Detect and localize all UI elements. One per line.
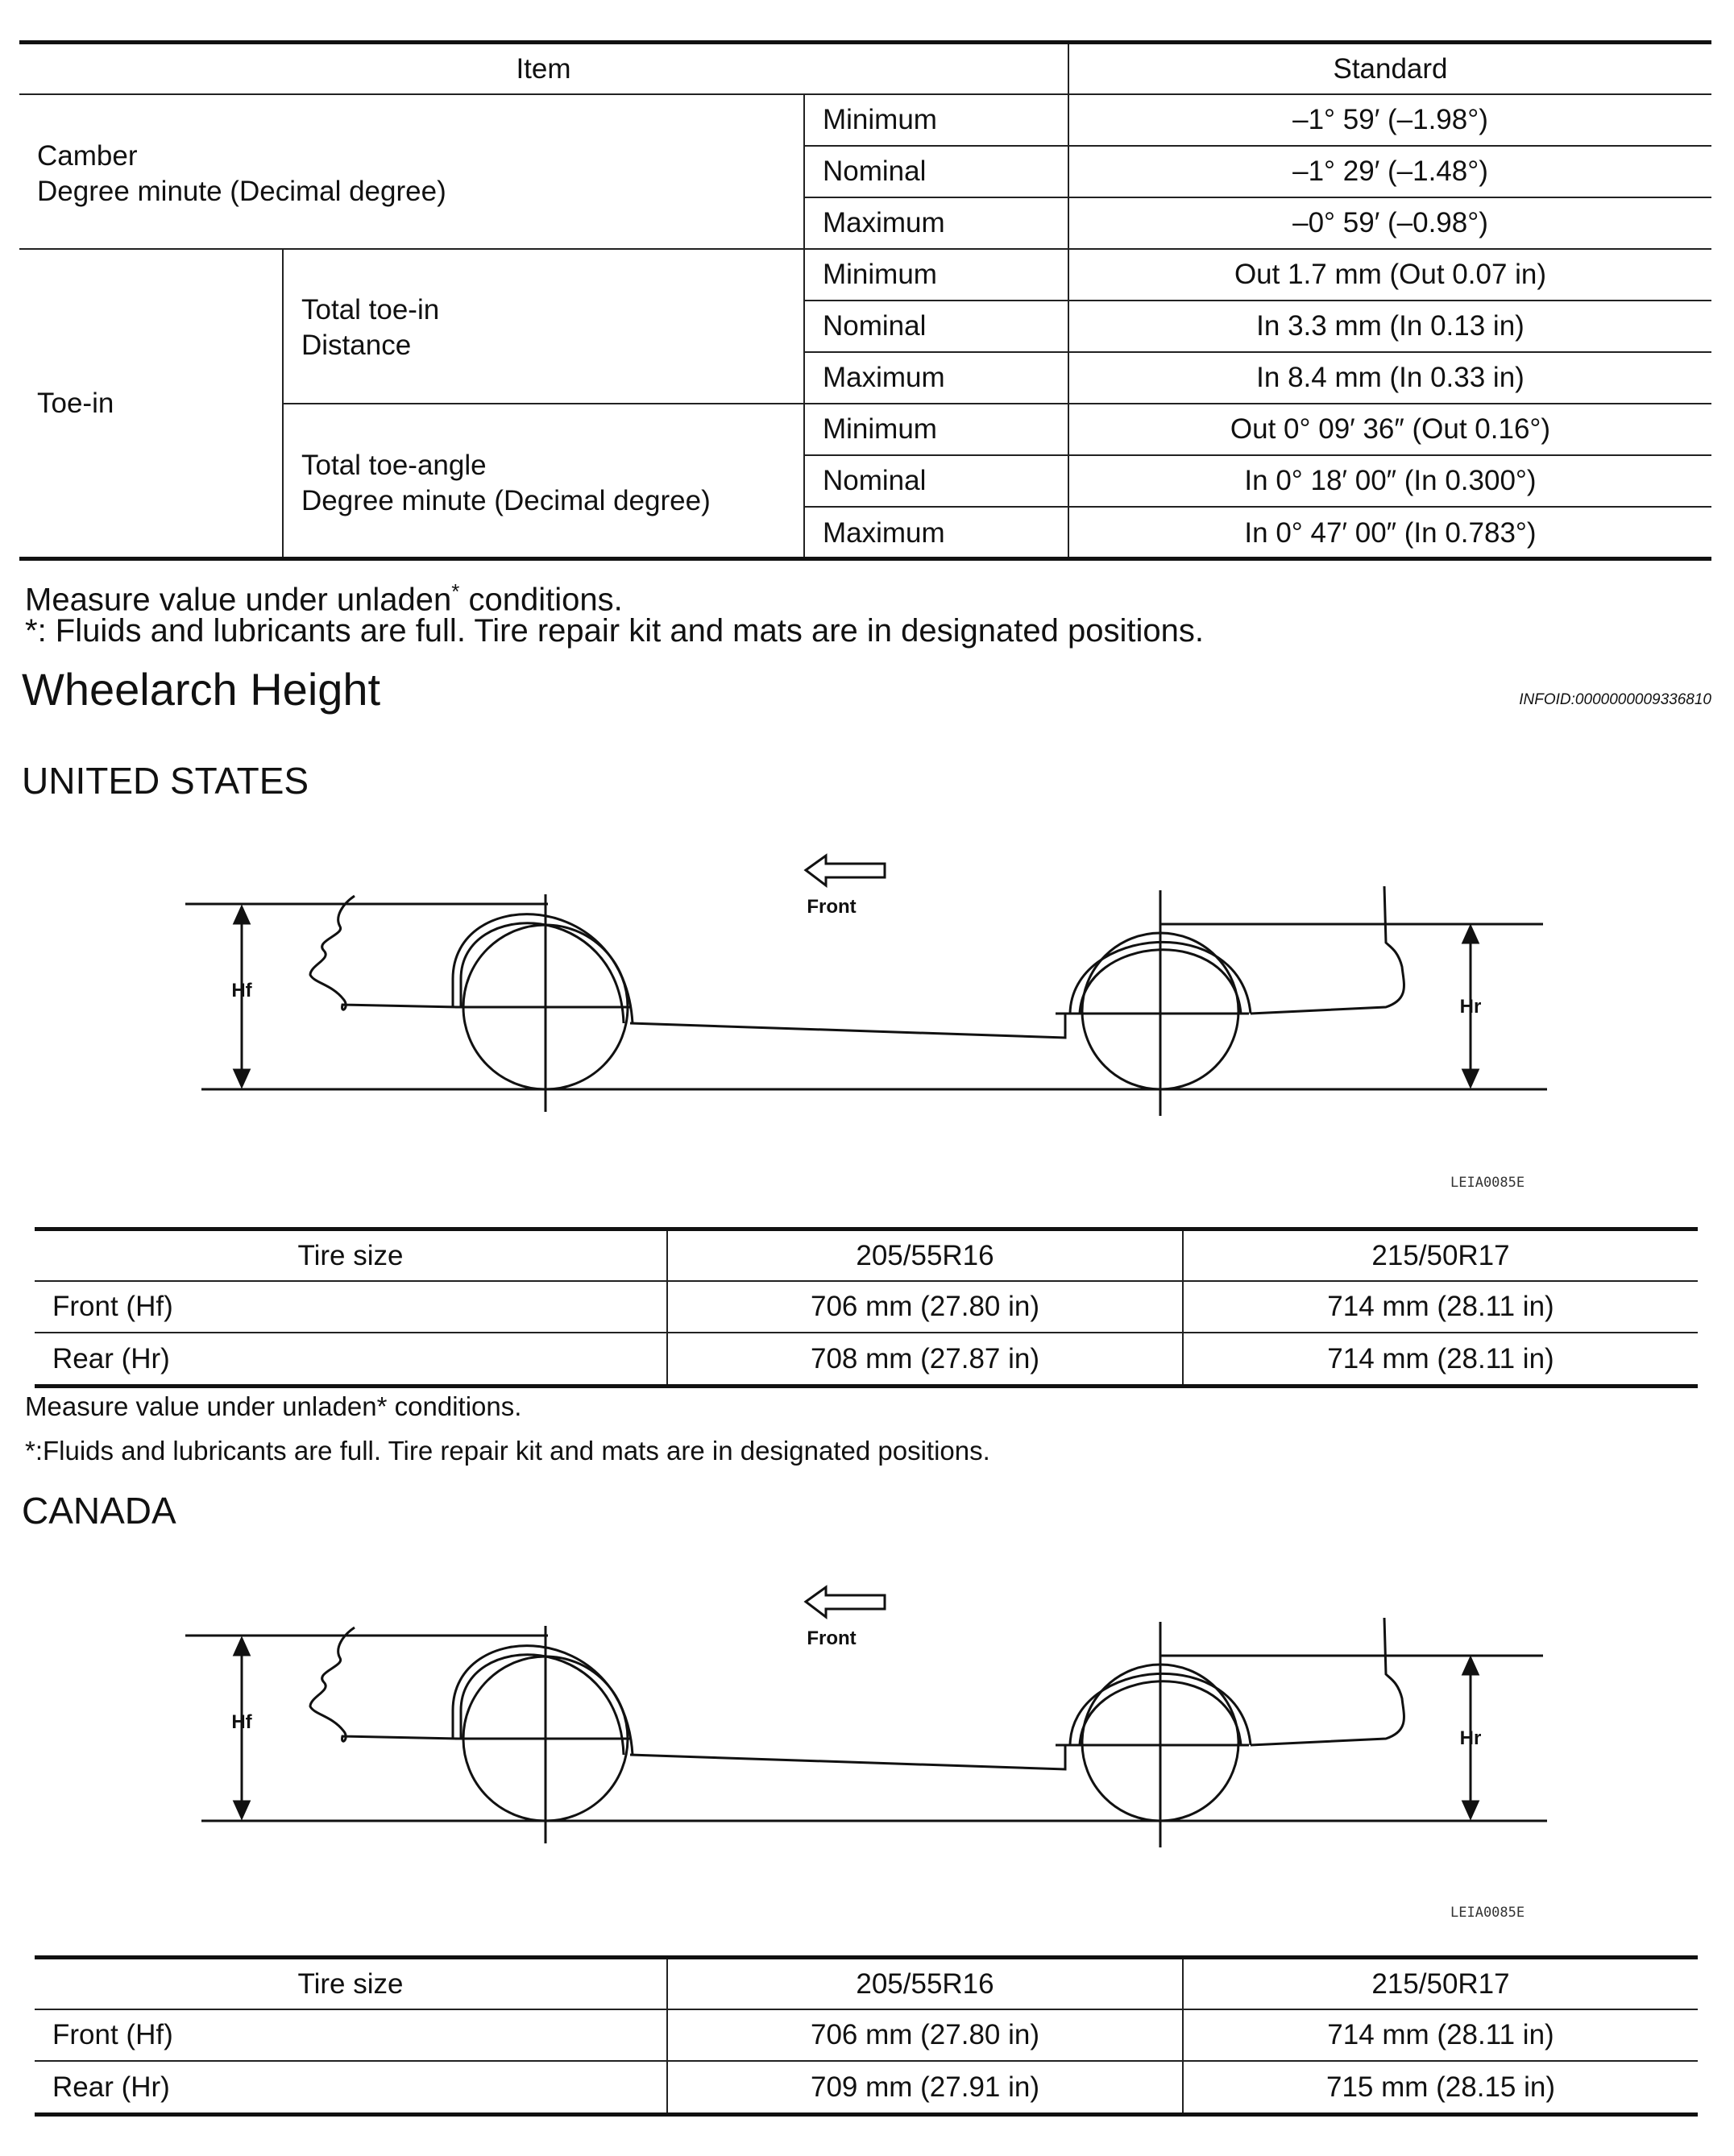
ca-row-rear-val1: 709 mm (27.91 in) bbox=[667, 2061, 1183, 2112]
us-note2: *:Fluids and lubricants are full. Tire repair kit and mats are in designated positions. bbox=[25, 1436, 990, 1466]
body-front-outline bbox=[310, 1627, 458, 1741]
toe-dist-min-level: Minimum bbox=[804, 249, 1068, 301]
ca-row-rear-label: Rear (Hr) bbox=[52, 2071, 170, 2103]
ca-header-size1: 205/55R16 bbox=[667, 1959, 1183, 2009]
ca-row-front-label: Front (Hf) bbox=[35, 2009, 667, 2061]
ca-row-rear-val2: 715 mm (28.15 in) bbox=[1183, 2061, 1698, 2112]
us-row-front-val2: 714 mm (28.11 in) bbox=[1183, 1281, 1698, 1333]
us-wheelarch-table bbox=[35, 1231, 1698, 1384]
us-row-rear-val2: 714 mm (28.11 in) bbox=[1183, 1333, 1698, 1384]
camber-max-level: Maximum bbox=[804, 197, 1068, 249]
toe-dist-nom-level: Nominal bbox=[804, 301, 1068, 352]
us-wheelarch-diagram bbox=[161, 838, 1579, 1144]
body-rear-outline bbox=[1251, 1618, 1404, 1745]
toe-ang-min-value: Out 0° 09′ 36″ (Out 0.16°) bbox=[1068, 404, 1711, 455]
toe-ang-nom-value: In 0° 18′ 00″ (In 0.300°) bbox=[1068, 455, 1711, 507]
canada-heading: CANADA bbox=[22, 1490, 176, 1532]
camber-label-line2: Degree minute (Decimal degree) bbox=[37, 176, 446, 207]
toe-dist-max-level: Maximum bbox=[804, 352, 1068, 404]
toe-dist-max-value: In 8.4 mm (In 0.33 in) bbox=[1068, 352, 1711, 404]
header-item: Item bbox=[19, 44, 1068, 94]
us-table-bottom-rule bbox=[35, 1384, 1698, 1388]
hf-label: Hf bbox=[231, 1711, 252, 1733]
camber-max-value: –0° 59′ (–0.98°) bbox=[1068, 197, 1711, 249]
toe-ang-nom-level: Nominal bbox=[804, 455, 1068, 507]
us-heading: UNITED STATES bbox=[22, 760, 309, 802]
us-header-tire-size: Tire size bbox=[35, 1231, 667, 1281]
hr-label: Hr bbox=[1459, 1727, 1482, 1749]
canada-wheelarch-diagram bbox=[161, 1569, 1579, 1876]
toe-ang-min-level: Minimum bbox=[804, 404, 1068, 455]
front-label: Front bbox=[807, 1627, 857, 1649]
toe-angle-line1: Total toe-angle bbox=[301, 449, 487, 481]
section-title: Wheelarch Height bbox=[22, 664, 381, 715]
hr-label: Hr bbox=[1459, 996, 1482, 1018]
us-note1: Measure value under unladen* conditions. bbox=[25, 1391, 522, 1421]
camber-min-value: –1° 59′ (–1.98°) bbox=[1068, 94, 1711, 146]
camber-min-level: Minimum bbox=[804, 94, 1068, 146]
unladen-note-pre: Measure value under unladen bbox=[25, 582, 452, 618]
ca-row-front-val1: 706 mm (27.80 in) bbox=[667, 2009, 1183, 2061]
us-row-front-label: Front (Hf) bbox=[35, 1281, 667, 1333]
unladen-note-star: * bbox=[451, 579, 460, 603]
infoid-label: INFOID:0000000009336810 bbox=[1519, 691, 1711, 708]
toe-distance-line2: Distance bbox=[301, 330, 412, 361]
us-header-size2: 215/50R17 bbox=[1183, 1231, 1698, 1281]
header-standard: Standard bbox=[1068, 44, 1711, 94]
toe-dist-min-value: Out 1.7 mm (Out 0.07 in) bbox=[1068, 249, 1711, 301]
ca-header-size2: 215/50R17 bbox=[1183, 1959, 1698, 2009]
us-figure-id: LEIA0085E bbox=[1450, 1175, 1525, 1191]
hf-label: Hf bbox=[231, 980, 252, 1001]
body-rear-outline bbox=[1251, 886, 1404, 1014]
body-sill bbox=[630, 1745, 1065, 1769]
unladen-note-post: conditions. bbox=[459, 582, 623, 618]
us-row-rear-val1: 708 mm (27.87 in) bbox=[667, 1333, 1183, 1384]
toe-in-label: Toe-in bbox=[19, 249, 283, 558]
camber-label bbox=[19, 94, 804, 249]
ca-row-front-val2: 714 mm (28.11 in) bbox=[1183, 2009, 1698, 2061]
toe-distance-line1: Total toe-in bbox=[301, 294, 440, 325]
front-direction-icon bbox=[806, 1587, 885, 1617]
camber-nom-level: Nominal bbox=[804, 146, 1068, 197]
us-header-size1: 205/55R16 bbox=[667, 1231, 1183, 1281]
fluids-footnote: *: Fluids and lubricants are full. Tire repair kit and mats are in designated positions. bbox=[25, 613, 1204, 649]
body-front-outline bbox=[310, 896, 458, 1010]
table-bottom-rule bbox=[19, 557, 1711, 561]
camber-label-line1: Camber bbox=[37, 140, 138, 172]
toe-angle-line2: Degree minute (Decimal degree) bbox=[301, 484, 711, 516]
alignment-table bbox=[19, 44, 1711, 559]
canada-figure-id: LEIA0085E bbox=[1450, 1905, 1525, 1921]
us-row-front-val1: 706 mm (27.80 in) bbox=[667, 1281, 1183, 1333]
toe-ang-max-value: In 0° 47′ 00″ (In 0.783°) bbox=[1068, 507, 1711, 558]
toe-distance-label bbox=[283, 249, 804, 404]
front-label: Front bbox=[807, 896, 857, 918]
us-row-rear-label: Rear (Hr) bbox=[52, 1342, 170, 1374]
canada-wheelarch-table bbox=[35, 1959, 1698, 2112]
front-direction-icon bbox=[806, 856, 885, 885]
toe-ang-max-level: Maximum bbox=[804, 507, 1068, 558]
canada-table-bottom-rule bbox=[35, 2112, 1698, 2117]
ca-header-tire-size: Tire size bbox=[35, 1959, 667, 2009]
camber-nom-value: –1° 29′ (–1.48°) bbox=[1068, 146, 1711, 197]
toe-angle-label bbox=[283, 404, 804, 558]
body-sill bbox=[630, 1014, 1065, 1038]
toe-dist-nom-value: In 3.3 mm (In 0.13 in) bbox=[1068, 301, 1711, 352]
